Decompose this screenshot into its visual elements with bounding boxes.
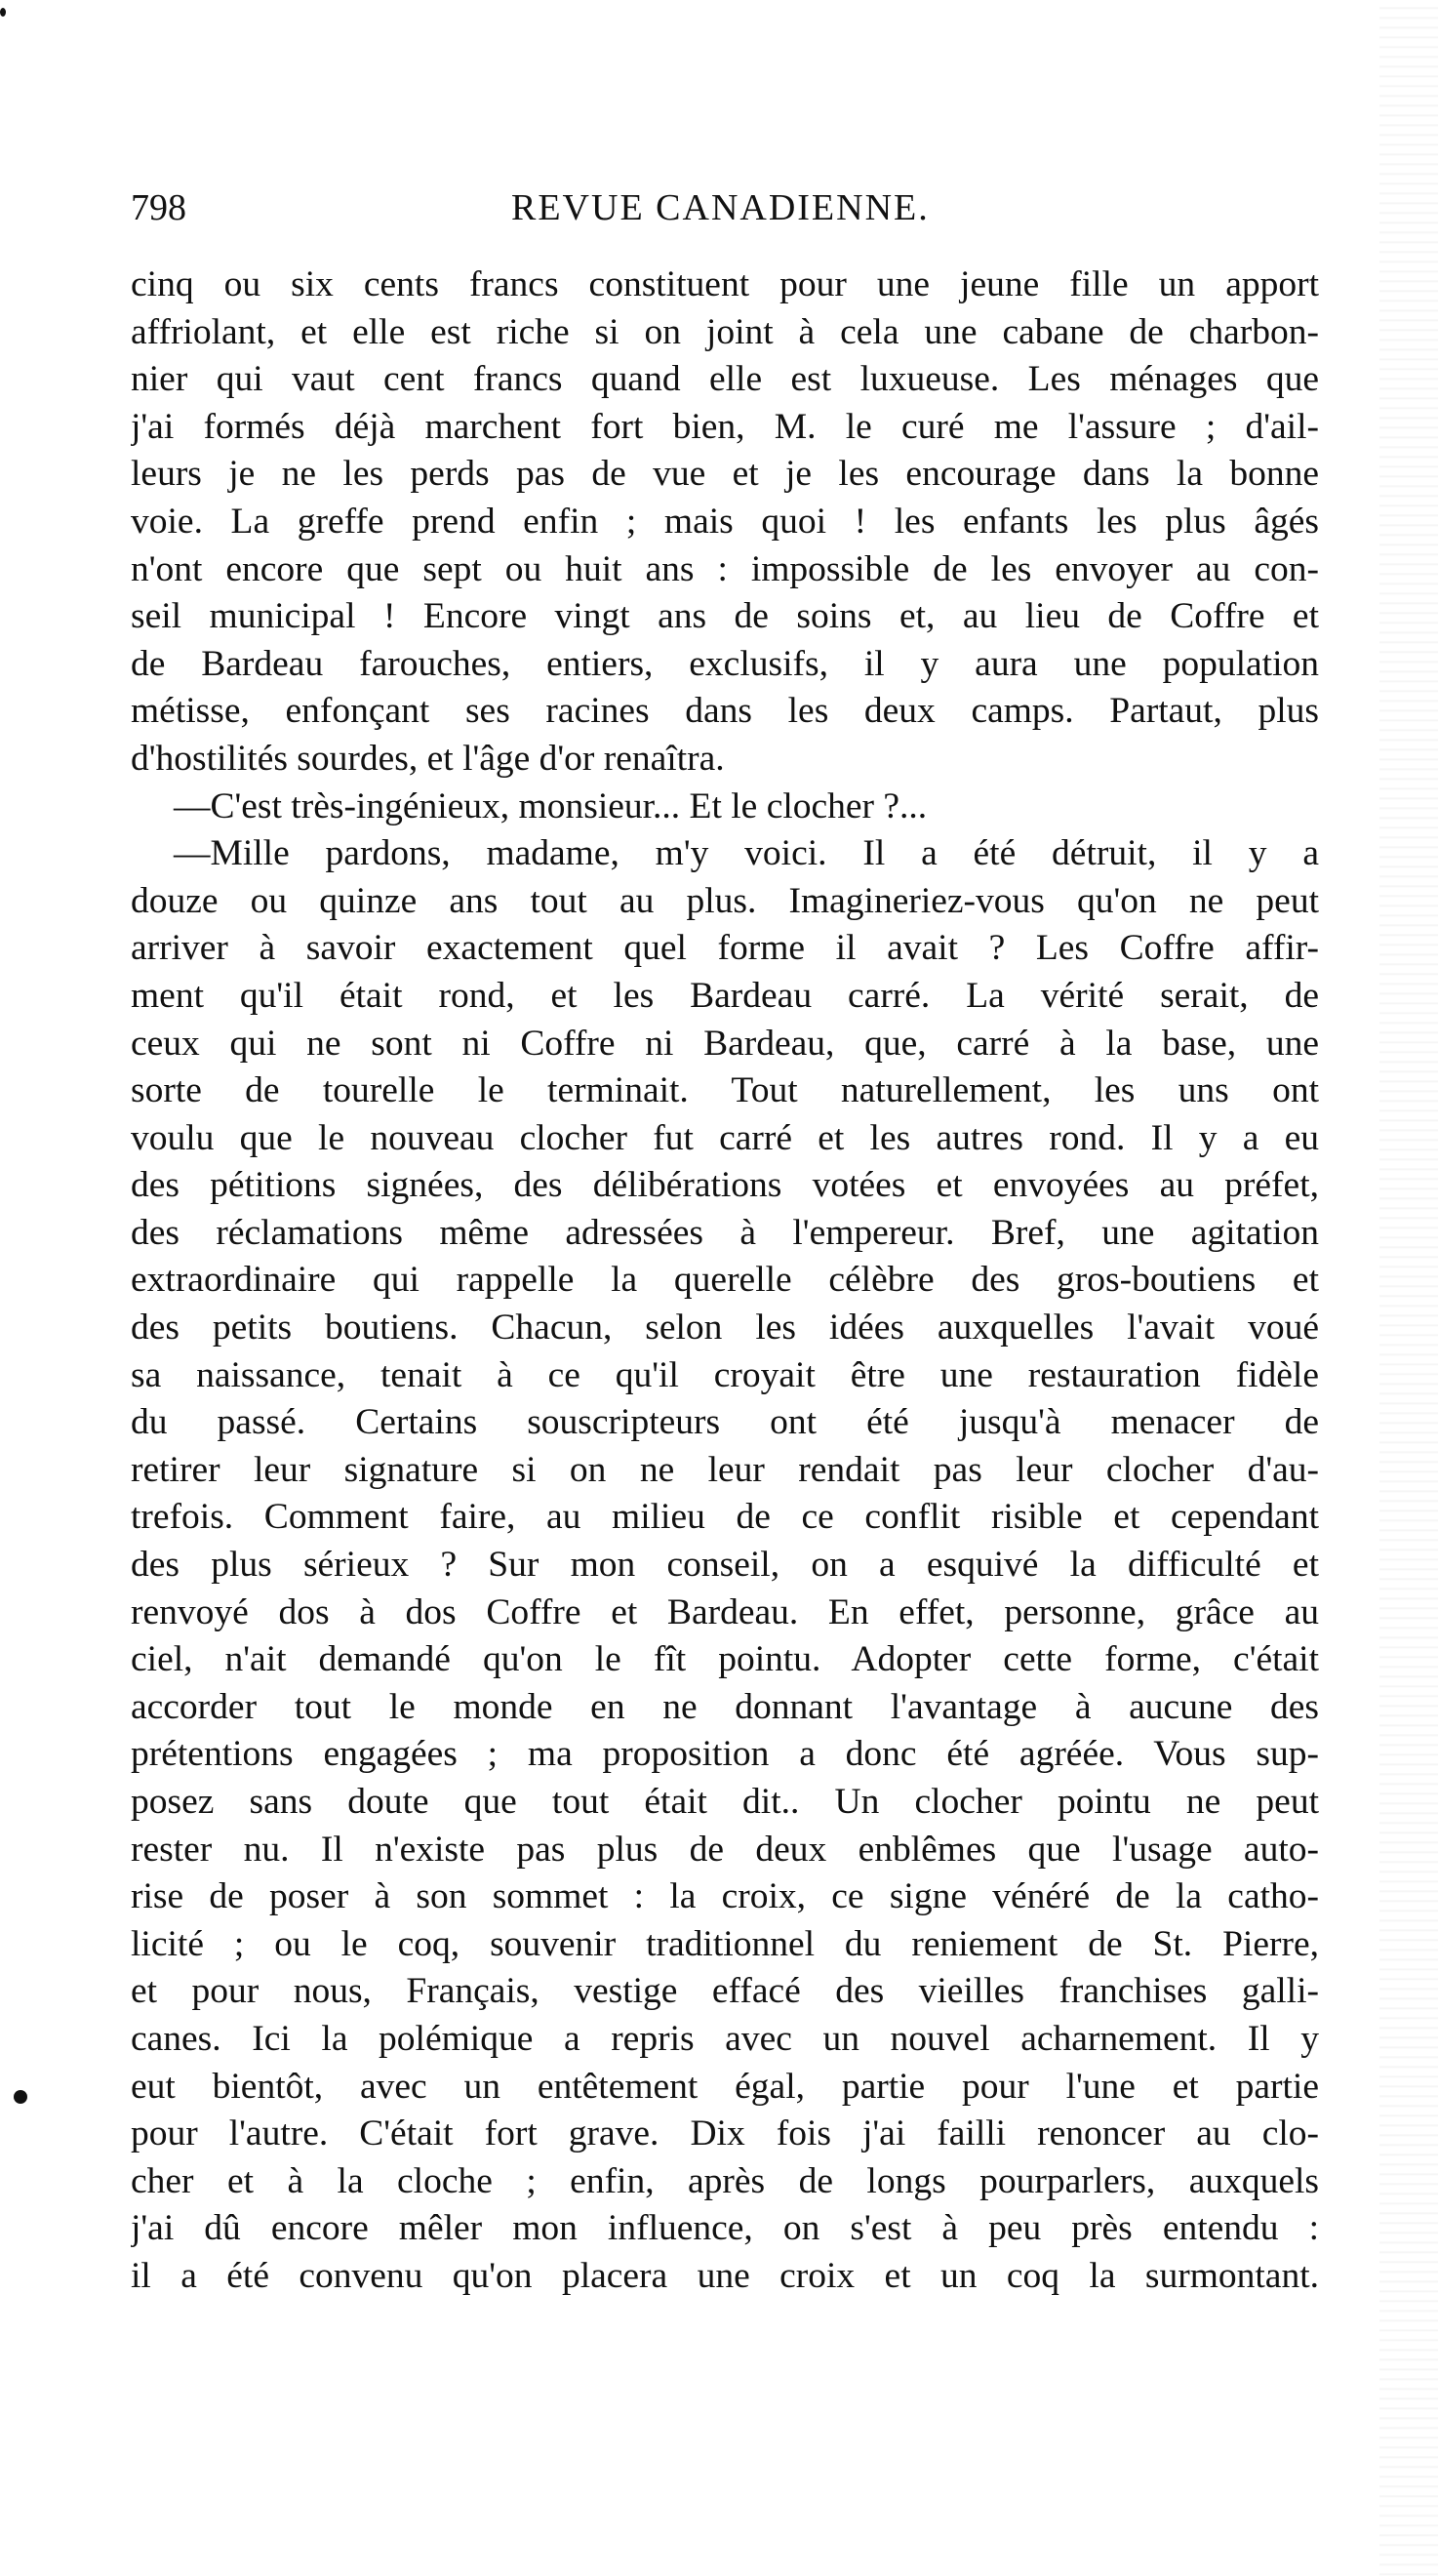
text-line: affriolant, et elle est riche si on joint à cela une cabane de charbon-: [131, 311, 1319, 352]
text-line: cinq ou six cents francs constituent pour une jeune fille un apport: [131, 264, 1319, 304]
text-line: prétentions engagées ; ma proposition a donc été agréée. Vous sup-: [131, 1734, 1319, 1775]
dialogue-line: —C'est très-ingénieux, monsieur... Et le clocher ?...: [174, 785, 928, 826]
text-line: de Bardeau farouches, entiers, exclusifs, il y aura une population: [131, 643, 1319, 684]
scan-speck-left: [14, 2090, 27, 2104]
text-line: voie. La greffe prend enfin ; mais quoi ! les enfants les plus âgés: [131, 501, 1319, 542]
text-line: retirer leur signature si on ne leur rendait pas leur clocher d'au-: [131, 1449, 1319, 1490]
text-line: sorte de tourelle le terminait. Tout naturellement, les uns ont: [131, 1070, 1319, 1111]
scan-edge-noise: [1379, 0, 1438, 2576]
text-line: pour l'autre. C'était fort grave. Dix fois j'ai failli renoncer au clo-: [131, 2113, 1319, 2154]
running-header: [131, 183, 1321, 232]
text-line: extraordinaire qui rappelle la querelle célèbre des gros-boutiens et: [131, 1260, 1319, 1301]
text-line: j'ai formés déjà marchent fort bien, M. le curé me l'assure ; d'ail-: [131, 406, 1319, 447]
text-line: rester nu. Il n'existe pas plus de deux enblêmes que l'usage auto-: [131, 1829, 1319, 1870]
text-line: seil municipal ! Encore vingt ans de soins et, au lieu de Coffre et: [131, 596, 1319, 637]
text-line: des pétitions signées, des délibérations votées et envoyées au préfet,: [131, 1165, 1319, 1206]
text-line: voulu que le nouveau clocher fut carré et les autres rond. Il y a eu: [131, 1117, 1319, 1158]
text-line: du passé. Certains souscripteurs ont été jusqu'à menacer de: [131, 1402, 1319, 1443]
text-line: d'hostilités sourdes, et l'âge d'or renaîtra.: [131, 738, 725, 779]
scan-speck-top: [0, 8, 6, 17]
text-line: arriver à savoir exactement quel forme il avait ? Les Coffre affir-: [131, 928, 1319, 969]
text-line: ceux qui ne sont ni Coffre ni Bardeau, que, carré à la base, une: [131, 1023, 1319, 1064]
text-line: canes. Ici la polémique a repris avec un nouvel acharnement. Il y: [131, 2018, 1319, 2059]
text-line: des réclamations même adressées à l'empereur. Bref, une agitation: [131, 1212, 1319, 1253]
text-line: et pour nous, Français, vestige effacé des vieilles franchises galli-: [131, 1971, 1319, 2012]
text-line: des plus sérieux ? Sur mon conseil, on a esquivé la difficulté et: [131, 1545, 1319, 1586]
text-line: n'ont encore que sept ou huit ans : impossible de les envoyer au con-: [131, 548, 1319, 589]
text-line: ciel, n'ait demandé qu'on le fît pointu. Adopter cette forme, c'était: [131, 1639, 1319, 1680]
text-line: posez sans doute que tout était dit.. Un clocher pointu ne peut: [131, 1782, 1319, 1822]
text-line: eut bientôt, avec un entêtement égal, partie pour l'une et partie: [131, 2066, 1319, 2107]
dialogue-line: —Mille pardons, madame, m'y voici. Il a été détruit, il y a: [174, 833, 1319, 874]
text-line: leurs je ne les perds pas de vue et je les encourage dans la bonne: [131, 454, 1319, 495]
text-line: accorder tout le monde en ne donnant l'avantage à aucune des: [131, 1686, 1319, 1727]
text-line: trefois. Comment faire, au milieu de ce conflit risible et cependant: [131, 1497, 1319, 1538]
text-line: métisse, enfonçant ses racines dans les deux camps. Partaut, plus: [131, 691, 1319, 732]
text-line: il a été convenu qu'on placera une croix et un coq la surmontant.: [131, 2255, 1319, 2296]
text-line: des petits boutiens. Chacun, selon les idées auxquelles l'avait voué: [131, 1308, 1319, 1348]
page-number: 798: [131, 187, 186, 228]
text-line: j'ai dû encore mêler mon influence, on s'est à peu près entendu :: [131, 2208, 1319, 2249]
text-line: ment qu'il était rond, et les Bardeau carré. La vérité serait, de: [131, 975, 1319, 1016]
text-line: cher et à la cloche ; enfin, après de longs pourparlers, auxquels: [131, 2160, 1319, 2201]
text-line: rise de poser à son sommet : la croix, ce signe vénéré de la catho-: [131, 1876, 1319, 1917]
text-line: renvoyé dos à dos Coffre et Bardeau. En effet, personne, grâce au: [131, 1591, 1319, 1632]
text-line: nier qui vaut cent francs quand elle est luxueuse. Les ménages que: [131, 359, 1319, 400]
text-line: douze ou quinze ans tout au plus. Imagineriez-vous qu'on ne peut: [131, 880, 1319, 921]
running-title: REVUE CANADIENNE.: [511, 187, 930, 228]
body-text: [131, 262, 1319, 2301]
text-line: licité ; ou le coq, souvenir traditionnel du reniement de St. Pierre,: [131, 1923, 1319, 1964]
text-line: sa naissance, tenait à ce qu'il croyait être une restauration fidèle: [131, 1354, 1319, 1395]
